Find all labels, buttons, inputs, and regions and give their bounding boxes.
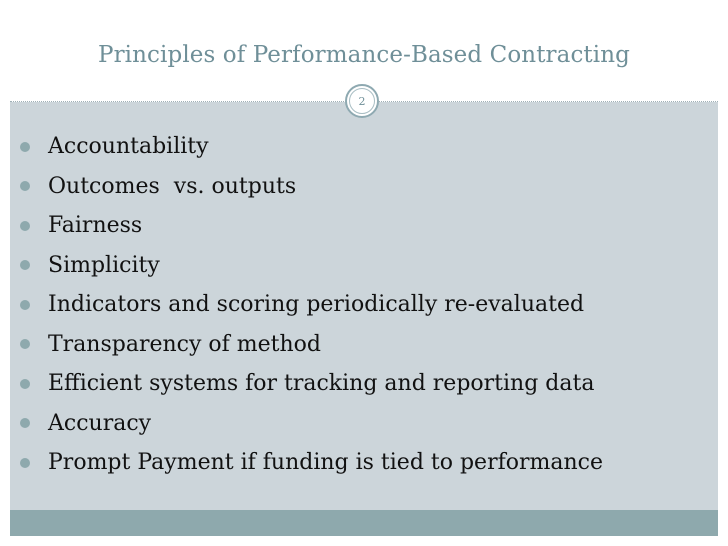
- slide-title: Principles of Performance-Based Contracting: [98, 42, 630, 68]
- list-item: [14, 167, 603, 207]
- list-item: [14, 246, 603, 286]
- bullet-list: [14, 127, 603, 483]
- list-item: [14, 325, 603, 365]
- list-item: [14, 443, 603, 483]
- bullet-icon: [20, 458, 30, 468]
- page-number: 2: [349, 88, 375, 114]
- bullet-icon: [20, 379, 30, 389]
- list-item: [14, 206, 603, 246]
- list-item: [14, 127, 603, 167]
- list-item: [14, 364, 603, 404]
- bullet-text: Accountability: [48, 134, 209, 160]
- bullet-icon: [20, 300, 30, 310]
- bullet-text: Prompt Payment if funding is tied to performance: [48, 450, 603, 476]
- bullet-text: Fairness: [48, 213, 143, 239]
- bullet-text: Accuracy: [48, 410, 152, 436]
- bullet-text: Efficient systems for tracking and reporting data: [48, 371, 595, 397]
- bullet-icon: [20, 181, 30, 191]
- list-item: [14, 285, 603, 325]
- bullet-icon: [20, 142, 30, 152]
- list-item: [14, 404, 603, 444]
- bullet-text: Transparency of method: [48, 331, 322, 357]
- footer-bar: [10, 510, 718, 536]
- page-number-badge: [345, 84, 379, 118]
- bullet-icon: [20, 221, 30, 231]
- bullet-text: Simplicity: [48, 252, 160, 278]
- bullet-icon: [20, 339, 30, 349]
- bullet-icon: [20, 260, 30, 270]
- bullet-text: Indicators and scoring periodically re-evaluated: [48, 292, 585, 318]
- bullet-icon: [20, 418, 30, 428]
- bullet-text: Outcomes vs. outputs: [48, 173, 297, 199]
